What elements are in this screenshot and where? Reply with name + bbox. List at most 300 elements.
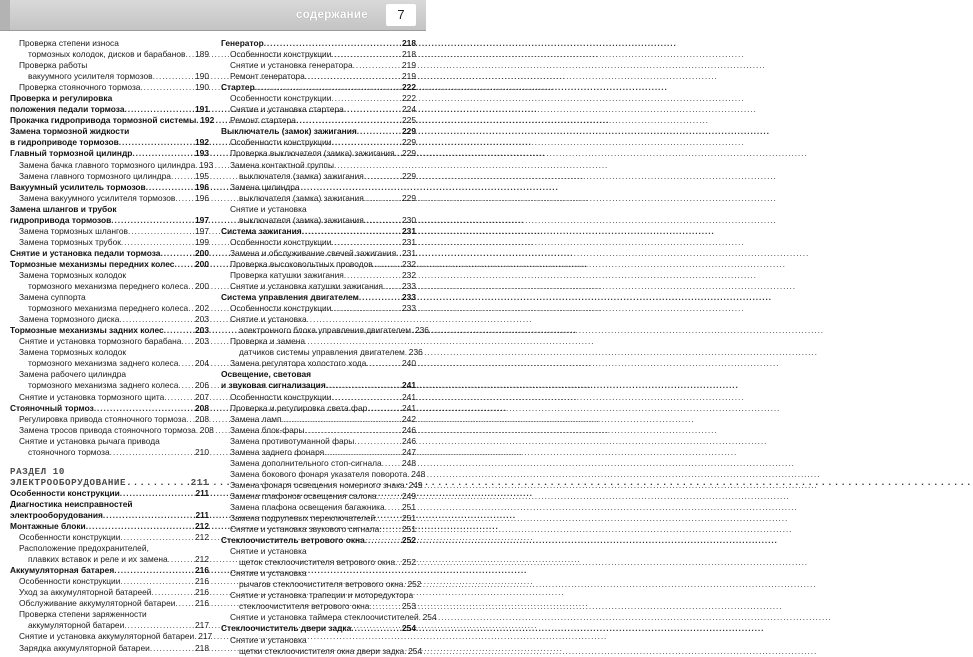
toc-page-number: 236 <box>414 325 429 336</box>
toc-page-number: 203 <box>195 336 209 347</box>
toc-entry <box>221 601 416 612</box>
toc-entry <box>221 546 416 557</box>
toc-entry-title: Стартер <box>221 82 255 93</box>
dot-leader <box>364 193 402 204</box>
toc-entry <box>10 576 209 587</box>
dot-leader <box>364 171 402 182</box>
toc-section-entry <box>10 93 209 104</box>
toc-entry-title: щетки стеклоочистителя окна двери задка <box>239 645 405 656</box>
toc-page-number: 218 <box>402 49 416 60</box>
toc-section-entry <box>221 380 416 391</box>
toc-entry <box>10 369 209 380</box>
toc-entry-title: положения педали тормоза <box>10 104 125 115</box>
toc-entry-title: Аккумуляторная батарея <box>10 565 115 576</box>
toc-section-entry <box>10 104 209 115</box>
toc-entry-title: Проверка степени износа <box>19 38 119 48</box>
dot-leader <box>126 477 191 488</box>
dot-leader <box>128 226 195 237</box>
toc-entry <box>10 171 209 182</box>
toc-chapter-heading <box>10 477 209 488</box>
toc-page-number: 190 <box>195 71 209 82</box>
dot-leader <box>302 226 402 237</box>
toc-entry <box>221 468 426 480</box>
dot-leader <box>140 82 195 93</box>
dot-leader <box>119 137 195 148</box>
toc-entry-title: Замена суппорта <box>19 292 86 303</box>
toc-entry <box>10 392 209 403</box>
toc-page-number: 211 <box>195 487 209 498</box>
toc-entry-title: Замена дополнительного стоп-сигнала <box>230 457 382 468</box>
toc-page-number: 242 <box>402 413 416 424</box>
toc-chapter-heading <box>10 466 209 477</box>
dot-leader <box>373 259 402 270</box>
toc-entry-title: Замена главного тормозного цилиндра <box>19 170 171 181</box>
toc-entry <box>10 532 209 543</box>
toc-entry <box>10 71 209 82</box>
toc-section-entry <box>10 403 209 414</box>
toc-entry-title: гидропривода тормозов <box>10 214 112 225</box>
toc-page-number: 210 <box>195 446 209 457</box>
toc-entry <box>10 303 209 314</box>
toc-entry-title: Проверка стояночного тормоза <box>19 82 141 93</box>
toc-page-number: 231 <box>402 225 416 236</box>
toc-entry-title: Тормозные механизмы передних колес <box>10 258 175 269</box>
toc-entry-title: Снятие и установка трапеции и моторедуктора <box>230 590 414 601</box>
toc-entry <box>10 643 209 654</box>
toc-section-entry <box>10 259 209 270</box>
toc-entry <box>10 380 209 391</box>
toc-section-entry <box>10 115 215 126</box>
toc-page-number: 246 <box>402 435 416 446</box>
toc-page-number: 203 <box>195 314 209 325</box>
dot-leader <box>132 148 195 159</box>
dot-leader <box>331 137 402 148</box>
toc-page-number: 229 <box>402 148 416 159</box>
toc-page-number: 232 <box>402 258 416 269</box>
toc-page-number: 253 <box>402 601 416 612</box>
toc-entry <box>221 479 423 491</box>
toc-entry <box>221 635 416 646</box>
dot-leader <box>324 447 402 458</box>
dot-leader <box>264 38 402 49</box>
toc-entry <box>221 347 423 358</box>
toc-page-number: 252 <box>402 535 416 546</box>
page-header <box>0 0 426 31</box>
toc-entry-title: Замена плафонов освещения салона <box>230 490 377 501</box>
toc-entry <box>221 148 416 159</box>
toc-entry <box>10 314 209 325</box>
toc-page-number: 219 <box>402 71 416 82</box>
toc-entry <box>221 104 416 115</box>
toc-entry-title: Стеклоочиститель двери задка <box>221 623 352 634</box>
toc-entry-title: Главный тормозной цилиндр <box>10 148 133 159</box>
toc-entry <box>10 270 209 281</box>
toc-entry <box>10 159 214 171</box>
toc-page-number: 222 <box>402 82 416 93</box>
toc-entry-title: Снятие и установка звукового сигнала <box>230 524 380 535</box>
toc-entry-title: Проверка высоковольтных проводов <box>230 258 373 269</box>
toc-section-entry <box>10 325 209 336</box>
dot-leader <box>151 587 195 598</box>
toc-section-entry <box>10 521 209 532</box>
toc-entry <box>10 358 209 369</box>
dot-leader <box>150 643 195 654</box>
toc-entry <box>10 598 209 609</box>
toc-entry <box>221 314 416 325</box>
toc-page-number: 217 <box>195 620 209 631</box>
toc-page-number: 254 <box>422 612 437 623</box>
toc-page-number: 197 <box>195 225 209 236</box>
dot-leader <box>171 171 195 182</box>
dot-leader <box>160 248 195 259</box>
toc-page-number: 208 <box>199 424 214 435</box>
toc-entry-title: Особенности конструкции <box>230 93 332 104</box>
toc-page-number: 241 <box>402 402 416 413</box>
toc-page-number: 216 <box>195 587 209 598</box>
toc-page-number: 219 <box>402 60 416 71</box>
dot-leader <box>354 436 402 447</box>
toc-entry <box>221 458 416 469</box>
toc-entry-title: Снятие и установка стартера <box>230 104 344 115</box>
toc-page-number: 233 <box>402 292 416 303</box>
dot-leader <box>385 502 402 513</box>
toc-entry-title: Замена вакуумного усилителя тормозов <box>19 192 176 203</box>
dot-leader <box>175 193 195 204</box>
toc-entry <box>10 347 209 358</box>
toc-entry-title: Особенности конструкции <box>230 303 332 314</box>
dot-leader <box>344 270 402 281</box>
toc-entry-title: Снятие и установка <box>230 314 307 325</box>
dot-leader <box>382 458 402 469</box>
toc-entry-title: выключателя (замка) зажигания <box>239 214 364 225</box>
toc-entry <box>10 82 209 93</box>
toc-entry-title: Особенности конструкции <box>19 532 121 543</box>
toc-page-number: 230 <box>402 214 416 225</box>
toc-entry-title: стояночного тормоза <box>28 446 110 457</box>
dot-leader <box>186 414 195 425</box>
dot-leader <box>365 535 402 546</box>
toc-page-number: 203 <box>195 325 209 336</box>
toc-entry <box>221 115 416 126</box>
toc-page-number: 193 <box>195 148 209 159</box>
toc-page-number: 197 <box>195 214 209 225</box>
toc-entry <box>221 303 416 314</box>
toc-section-entry <box>10 204 209 215</box>
toc-page-number: 212 <box>195 532 209 543</box>
toc-entry-title: Вакуумный усилитель тормозов <box>10 181 146 192</box>
toc-entry <box>10 226 209 237</box>
toc-entry-title: Замена тормозной жидкости <box>10 126 130 137</box>
dot-leader <box>255 82 402 93</box>
toc-page-number: 229 <box>402 126 416 137</box>
toc-page-number: 211 <box>195 509 209 520</box>
toc-entry <box>221 524 416 535</box>
toc-entry-title: Замена подрулевых переключателей <box>230 513 376 524</box>
toc-entry-title: Замена противотуманной фары <box>230 435 355 446</box>
toc-entry <box>221 259 416 270</box>
toc-page-number: 247 <box>402 446 416 457</box>
toc-entry-title: Снятие и установка аккумуляторной батареи <box>19 631 195 642</box>
toc-section-entry <box>10 182 209 193</box>
dot-leader <box>379 524 402 535</box>
toc-entry-title: тормозного механизма заднего колеса <box>28 358 179 369</box>
toc-entry-title: Замена контактной группы <box>230 159 334 170</box>
dot-leader <box>124 620 195 631</box>
toc-entry-title: Стеклоочиститель ветрового окна <box>221 535 365 546</box>
dot-leader <box>164 325 195 336</box>
dot-leader <box>353 60 402 71</box>
toc-entry-title: Замена тормозных колодок <box>19 347 127 358</box>
dot-leader <box>331 93 402 104</box>
dot-leader <box>178 380 195 391</box>
toc-page-number: 236 <box>408 347 423 358</box>
toc-section-entry <box>10 499 209 510</box>
toc-page-number: 231 <box>402 236 416 247</box>
dot-leader <box>351 623 402 634</box>
toc-entry <box>10 436 209 447</box>
toc-page-number: 241 <box>402 380 416 391</box>
dot-leader <box>103 510 196 521</box>
toc-page-number: 211 <box>190 476 209 488</box>
toc-entry-title: Замена и обслуживание свечей зажигания <box>230 247 397 258</box>
toc-entry <box>221 248 416 259</box>
toc-entry <box>10 60 209 71</box>
toc-entry-title: электронного блока управления двигателем <box>239 325 411 336</box>
toc-entry-title: Проверка и регулировка света фар <box>230 402 368 413</box>
toc-entry <box>221 447 416 458</box>
toc-entry <box>221 513 416 524</box>
toc-section-entry <box>221 126 416 137</box>
toc-page-number: 208 <box>195 402 209 413</box>
toc-section-entry <box>10 488 209 499</box>
toc-entry <box>221 60 416 71</box>
dot-leader <box>124 104 195 115</box>
toc-entry-title: аккумуляторной батареи <box>28 620 125 631</box>
toc-page-number: 192 <box>200 115 215 126</box>
dot-leader <box>120 576 195 587</box>
toc-entry-title: Замена тормозных колодок <box>19 269 127 280</box>
toc-page-number: 229 <box>402 192 416 203</box>
toc-entry <box>221 612 437 623</box>
toc-entry <box>10 292 209 303</box>
toc-entry-title: выключателя (замка) зажигания <box>239 170 364 181</box>
toc-entry <box>10 620 209 631</box>
toc-page-number: 212 <box>195 521 209 532</box>
toc-page-number: 254 <box>408 645 423 656</box>
toc-page-number: 216 <box>195 576 209 587</box>
dot-leader <box>181 336 195 347</box>
toc-entry-title: Замена фонаря освещения номерного знака <box>230 479 405 490</box>
toc-entry <box>221 579 422 590</box>
toc-entry-title: Замена бачка главного тормозного цилиндра <box>19 159 196 170</box>
toc-entry <box>10 447 209 458</box>
toc-section-entry <box>221 292 416 303</box>
toc-entry <box>10 424 214 436</box>
dot-leader <box>304 425 402 436</box>
toc-entry-title: щеток стеклоочистителя ветрового окна <box>239 557 395 568</box>
dot-leader <box>296 115 402 126</box>
toc-entry-title: Замена блок-фары <box>230 424 305 435</box>
toc-page-number: 249 <box>402 490 416 501</box>
toc-entry <box>221 237 416 248</box>
toc-entry <box>221 414 416 425</box>
toc-entry-title: Снятие и установка тормозного щита <box>19 391 165 402</box>
toc-page-number: 189 <box>195 49 209 60</box>
toc-entry-title: Диагностика неисправностей <box>10 498 133 509</box>
dot-leader <box>331 392 402 403</box>
section-title: содержание <box>296 9 368 21</box>
toc-page-number: 193 <box>199 159 214 170</box>
toc-section-entry <box>10 148 209 159</box>
toc-page-number: 229 <box>402 137 416 148</box>
toc-entry-title: Особенности конструкции <box>19 576 121 587</box>
toc-entry-title: Снятие и установка <box>230 634 307 645</box>
toc-entry-title: Замена тормозного диска <box>19 314 120 325</box>
toc-section-entry <box>10 126 209 137</box>
toc-entry-title: электрооборудования <box>10 509 103 520</box>
toc-entry-title: вакуумного усилителя тормозов <box>28 71 153 82</box>
toc-entry-title: Проверка и замена <box>230 336 306 347</box>
page-number: 7 <box>386 4 416 26</box>
toc-entry-title: Снятие и установка генератора <box>230 60 353 71</box>
dot-leader <box>153 71 195 82</box>
dot-leader <box>119 314 195 325</box>
toc-page-number: 190 <box>195 82 209 93</box>
toc-entry-title: Снятие и установка рычага привода <box>19 435 160 446</box>
toc-section-entry <box>221 623 416 634</box>
dot-leader <box>331 49 402 60</box>
dot-leader <box>121 237 195 248</box>
dot-leader <box>188 281 195 292</box>
toc-entry-title: Снятие и установка таймера стеклоочистителей <box>230 612 419 623</box>
toc-page-number: 233 <box>402 281 416 292</box>
dot-leader <box>111 215 195 226</box>
toc-page-number: 233 <box>402 303 416 314</box>
toc-entry <box>10 609 209 620</box>
toc-page-number: 248 <box>411 468 426 479</box>
toc-page-number: 246 <box>402 424 416 435</box>
toc-section-entry <box>221 369 416 380</box>
toc-entry <box>221 137 416 148</box>
toc-entry <box>221 502 416 513</box>
dot-leader <box>282 414 402 425</box>
toc-entry-title: в гидроприводе тормозов <box>10 137 119 148</box>
dot-leader <box>114 565 195 576</box>
toc-entry-title: Обслуживание аккумуляторной батареи <box>19 598 176 609</box>
toc-entry-title: выключателя (замка) зажигания <box>239 192 364 203</box>
toc-entry-title: рычагов стеклоочистителя ветрового окна <box>239 579 404 590</box>
toc-entry <box>10 414 209 425</box>
toc-entry <box>221 193 416 204</box>
toc-page-number: 225 <box>402 115 416 126</box>
dot-leader <box>164 392 195 403</box>
toc-page-number: 192 <box>195 137 209 148</box>
toc-page-number: 195 <box>195 170 209 181</box>
toc-right-column <box>221 38 437 657</box>
toc-page-number: 208 <box>195 413 209 424</box>
toc-entry <box>221 425 416 436</box>
toc-entry <box>10 336 209 347</box>
toc-page-number: 222 <box>402 93 416 104</box>
toc-entry-title: Проверка катушки зажигания <box>230 269 344 280</box>
dot-leader <box>344 104 402 115</box>
toc-entry <box>221 358 416 369</box>
toc-entry-title: Генератор <box>221 38 264 48</box>
toc-entry <box>221 182 416 193</box>
toc-entry-title: Особенности конструкции <box>230 49 332 60</box>
toc-entry <box>221 392 416 403</box>
toc-page-number: 249 <box>408 479 423 490</box>
dot-leader <box>305 71 402 82</box>
toc-page-number: 191 <box>195 104 209 115</box>
toc-entry <box>10 193 209 204</box>
toc-left-column <box>10 38 215 654</box>
toc-section-entry <box>221 82 416 93</box>
toc-entry-title: Снятие и установка педали тормоза <box>10 247 161 258</box>
toc-page-number: 251 <box>402 501 416 512</box>
dot-leader <box>359 292 402 303</box>
dot-leader <box>369 601 402 612</box>
toc-entry-title: Особенности конструкции <box>230 137 332 148</box>
toc-entry-title: датчиков системы управления двигателем <box>239 347 405 358</box>
dot-leader <box>357 126 402 137</box>
toc-entry-title: тормозного механизма переднего колеса <box>28 303 189 314</box>
toc-entry <box>221 71 416 82</box>
toc-page-number: 216 <box>195 598 209 609</box>
toc-entry-title: Снятие и установка катушки зажигания <box>230 281 383 292</box>
dot-leader <box>364 215 402 226</box>
toc-page-number: 217 <box>198 631 213 642</box>
toc-entry-title: тормозного механизма заднего колеса <box>28 380 179 391</box>
toc-entry <box>221 403 416 414</box>
toc-page-number: 202 <box>195 303 209 314</box>
dot-leader <box>110 447 195 458</box>
toc-entry-title: Замена шлангов и трубок <box>10 203 117 214</box>
toc-entry-title: Замена рабочего цилиндра <box>19 369 127 380</box>
toc-entry-title: Система управления двигателем <box>221 292 359 303</box>
toc-entry-title: Замена плафона освещения багажника <box>230 501 385 512</box>
dot-leader <box>175 598 195 609</box>
toc-entry-title: Особенности конструкции <box>230 236 332 247</box>
toc-entry <box>10 554 209 565</box>
toc-page-number: 232 <box>402 269 416 280</box>
dot-leader <box>86 521 195 532</box>
dot-leader <box>178 358 195 369</box>
toc-section-entry <box>10 248 209 259</box>
toc-entry-title: Освещение, световая <box>221 369 312 380</box>
toc-page-number: 206 <box>195 380 209 391</box>
toc-entry-title: Снятие и установка <box>230 546 307 557</box>
spacer <box>10 458 209 466</box>
toc-entry <box>10 49 209 60</box>
toc-page-number: 251 <box>402 513 416 524</box>
dot-leader <box>331 303 402 314</box>
toc-entry-title: Замена тормозных трубок <box>19 236 121 247</box>
toc-entry-title: Замена ламп <box>230 413 282 424</box>
dot-leader <box>168 554 195 565</box>
toc-entry <box>221 171 416 182</box>
toc-page-number: 240 <box>402 358 416 369</box>
toc-entry-title: плавких вставок и реле и их замена <box>28 554 168 565</box>
toc-entry-title: Замена бокового фонаря указателя поворота <box>230 468 408 479</box>
toc-entry <box>221 204 416 215</box>
dot-leader <box>94 403 195 414</box>
toc-page-number: 200 <box>195 281 209 292</box>
dot-leader <box>383 281 402 292</box>
toc-page-number: 252 <box>407 579 422 590</box>
toc-section-entry <box>221 535 416 546</box>
toc-page-number: 204 <box>195 358 209 369</box>
